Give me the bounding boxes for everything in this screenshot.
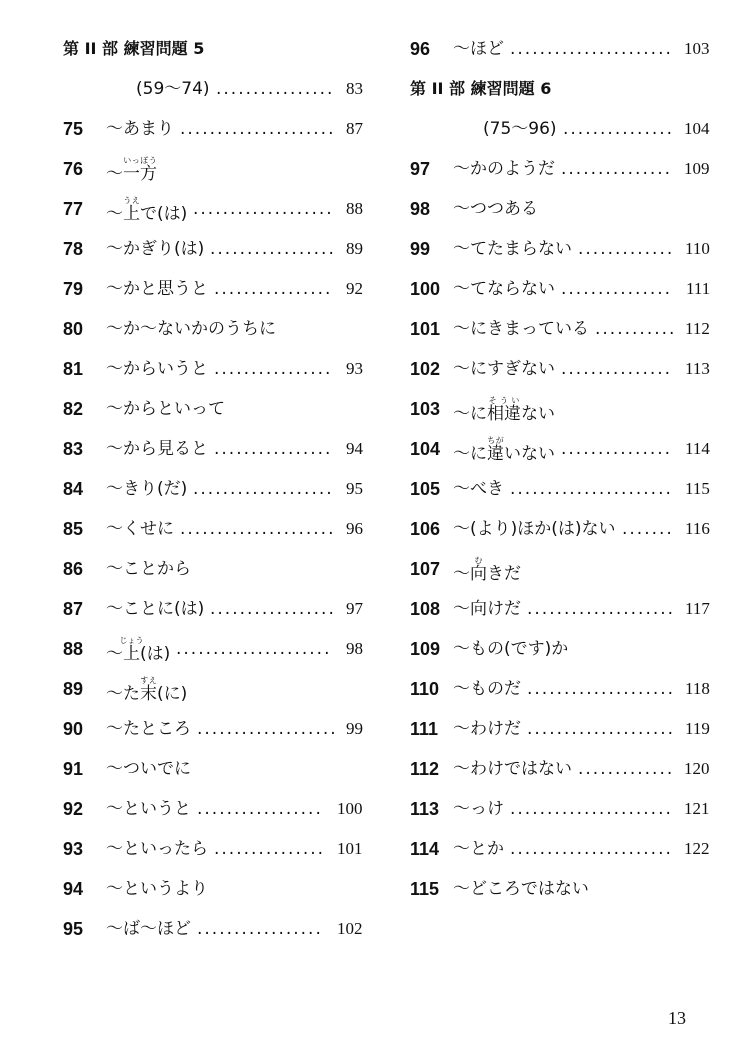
page-ref: 116 bbox=[685, 519, 710, 538]
entry-title: 第 II 部 練習問題 5 bbox=[63, 39, 205, 58]
toc-entry bbox=[63, 676, 363, 716]
entry-title: 〜にきまっている bbox=[453, 319, 589, 339]
page-ref: 112 bbox=[685, 319, 710, 338]
leader-dots: ............... bbox=[561, 159, 673, 179]
page-ref: 92 bbox=[346, 279, 363, 298]
leader-dots: ................... bbox=[193, 199, 334, 219]
toc-entry bbox=[410, 756, 710, 796]
toc-entry bbox=[63, 436, 363, 476]
entry-number: 115 bbox=[410, 879, 440, 899]
page-ref: 119 bbox=[685, 719, 710, 738]
furigana: 一方いっぽう bbox=[123, 156, 157, 184]
page-ref: 83 bbox=[346, 79, 363, 98]
entry-number: 77 bbox=[63, 199, 84, 219]
entry-number: 103 bbox=[410, 399, 441, 419]
leader-dots: ................... bbox=[197, 719, 338, 739]
entry-number: 79 bbox=[63, 279, 84, 299]
toc-right-column bbox=[410, 36, 710, 916]
page-ref: 89 bbox=[346, 239, 363, 258]
entry-title: 〜きり(だ) bbox=[106, 479, 188, 499]
entry-title: 〜つつある bbox=[453, 199, 538, 219]
leader-dots: ................ bbox=[214, 439, 333, 459]
toc-entry bbox=[63, 276, 363, 316]
toc-entry bbox=[410, 516, 710, 556]
entry-number: 99 bbox=[410, 239, 431, 259]
toc-entry bbox=[410, 396, 710, 436]
entry-title: 〜ことから bbox=[106, 559, 191, 579]
entry-number: 84 bbox=[63, 479, 84, 499]
toc-entry bbox=[63, 556, 363, 596]
entry-title: 〜というと bbox=[106, 799, 191, 819]
leader-dots: ............. bbox=[578, 239, 675, 259]
entry-title: 〜にすぎない bbox=[453, 359, 555, 379]
furigana: 上うえ bbox=[123, 196, 140, 224]
leader-dots: ..................... bbox=[180, 519, 336, 539]
leader-dots: ............... bbox=[214, 839, 326, 859]
entry-number: 89 bbox=[63, 679, 84, 699]
leader-dots: ................. bbox=[197, 919, 323, 939]
leader-dots: ............... bbox=[561, 439, 673, 459]
furigana: 末すえ bbox=[140, 676, 157, 704]
toc-entry bbox=[410, 796, 710, 836]
entry-title: 〜たところ bbox=[106, 719, 191, 739]
toc-entry bbox=[63, 596, 363, 636]
entry-title: 〜から見ると bbox=[106, 439, 208, 459]
toc-entry bbox=[410, 716, 710, 756]
leader-dots: ................. bbox=[197, 799, 323, 819]
entry-number: 102 bbox=[410, 359, 441, 379]
entry-number: 95 bbox=[63, 919, 84, 939]
entry-title: 〜向けだ bbox=[453, 599, 521, 619]
entry-number: 110 bbox=[410, 679, 440, 699]
toc-entry bbox=[410, 876, 710, 916]
entry-title: 〜もの(です)か bbox=[453, 639, 569, 659]
leader-dots: ............... bbox=[563, 119, 675, 139]
entry-title: 〜に違ちがいない bbox=[453, 436, 555, 464]
leader-dots: ............... bbox=[561, 279, 673, 299]
entry-number: 88 bbox=[63, 639, 84, 659]
entry-title: 〜わけではない bbox=[453, 759, 572, 779]
entry-number: 94 bbox=[63, 879, 84, 899]
toc-entry bbox=[63, 716, 363, 756]
leader-dots: ................. bbox=[210, 239, 336, 259]
toc-entry bbox=[410, 636, 710, 676]
toc-entry bbox=[63, 116, 363, 156]
entry-title: 〜といったら bbox=[106, 839, 208, 859]
toc-entry bbox=[410, 316, 710, 356]
entry-title: 〜一方いっぽう bbox=[106, 156, 157, 184]
leader-dots: ............. bbox=[578, 759, 675, 779]
furigana: 相違そうい bbox=[487, 396, 521, 424]
entry-title: 〜からいうと bbox=[106, 359, 208, 379]
entry-number: 75 bbox=[63, 119, 84, 139]
page-ref: 101 bbox=[337, 839, 363, 858]
leader-dots: ................ bbox=[216, 79, 335, 99]
toc-entry bbox=[63, 316, 363, 356]
toc-entry bbox=[63, 236, 363, 276]
furigana: 違ちが bbox=[487, 436, 504, 464]
leader-dots: .................... bbox=[527, 719, 676, 739]
entry-number: 109 bbox=[410, 639, 441, 659]
entry-number: 108 bbox=[410, 599, 441, 619]
entry-number: 96 bbox=[410, 39, 431, 59]
page-ref: 121 bbox=[684, 799, 710, 818]
toc-entry bbox=[410, 356, 710, 396]
entry-title: 〜あまり bbox=[106, 119, 174, 139]
page-ref: 102 bbox=[337, 919, 363, 938]
leader-dots: ................... bbox=[193, 479, 334, 499]
entry-title: 〜かと思うと bbox=[106, 279, 208, 299]
entry-title: 〜ついでに bbox=[106, 759, 191, 779]
toc-entry bbox=[63, 516, 363, 556]
page-ref: 96 bbox=[346, 519, 363, 538]
entry-number: 86 bbox=[63, 559, 84, 579]
leader-dots: ...................... bbox=[510, 479, 673, 499]
entry-number: 100 bbox=[410, 279, 441, 299]
entry-number: 106 bbox=[410, 519, 441, 539]
entry-title: (59〜74) bbox=[136, 79, 210, 99]
toc-entry bbox=[410, 36, 710, 76]
page-ref: 97 bbox=[346, 599, 363, 618]
furigana: 向む bbox=[470, 556, 487, 584]
leader-dots: ..................... bbox=[180, 119, 336, 139]
toc-entry bbox=[410, 276, 710, 316]
toc-entry bbox=[63, 836, 363, 876]
leader-dots: ................. bbox=[210, 599, 336, 619]
page-ref: 93 bbox=[346, 359, 363, 378]
toc-entry bbox=[410, 436, 710, 476]
toc-entry bbox=[410, 476, 710, 516]
toc-entry bbox=[63, 476, 363, 516]
toc-entry bbox=[63, 356, 363, 396]
entry-title: (75〜96) bbox=[483, 119, 557, 139]
toc-entry bbox=[63, 916, 363, 956]
entry-title: 〜くせに bbox=[106, 519, 174, 539]
entry-number: 85 bbox=[63, 519, 84, 539]
page-ref: 100 bbox=[337, 799, 363, 818]
entry-number: 104 bbox=[410, 439, 441, 459]
entry-number: 101 bbox=[410, 319, 441, 339]
entry-number: 87 bbox=[63, 599, 84, 619]
toc-entry bbox=[63, 876, 363, 916]
leader-dots: ................ bbox=[214, 279, 333, 299]
page-ref: 110 bbox=[685, 239, 710, 258]
entry-title: 〜ものだ bbox=[453, 679, 521, 699]
leader-dots: ....... bbox=[622, 519, 674, 539]
entry-title: 〜というより bbox=[106, 879, 208, 899]
entry-number: 91 bbox=[63, 759, 84, 779]
entry-title: 〜か〜ないかのうちに bbox=[106, 319, 276, 339]
page-ref: 98 bbox=[346, 639, 363, 658]
toc-entry bbox=[410, 556, 710, 596]
entry-title: 〜っけ bbox=[453, 799, 504, 819]
section-header bbox=[63, 36, 363, 76]
toc-entry bbox=[63, 156, 363, 196]
entry-title: 〜ことに(は) bbox=[106, 599, 205, 619]
toc-entry bbox=[410, 596, 710, 636]
entry-title: 〜とか bbox=[453, 839, 504, 859]
entry-title: 第 II 部 練習問題 6 bbox=[410, 79, 552, 98]
page-ref: 114 bbox=[685, 439, 710, 458]
entry-title: 〜からといって bbox=[106, 399, 225, 419]
entry-number: 81 bbox=[63, 359, 84, 379]
page-ref: 117 bbox=[685, 599, 710, 618]
entry-title: 〜た末すえ(に) bbox=[106, 676, 188, 704]
entry-title: 〜かのようだ bbox=[453, 159, 555, 179]
entry-title: 〜に相違そういない bbox=[453, 396, 555, 424]
leader-dots: .................... bbox=[527, 599, 676, 619]
entry-number: 105 bbox=[410, 479, 441, 499]
page-ref: 88 bbox=[346, 199, 363, 218]
entry-number: 76 bbox=[63, 159, 84, 179]
page-ref: 122 bbox=[684, 839, 710, 858]
leader-dots: ...................... bbox=[510, 39, 673, 59]
entry-number: 90 bbox=[63, 719, 84, 739]
entry-title: 〜(より)ほか(は)ない bbox=[453, 519, 616, 539]
leader-dots: .................... bbox=[527, 679, 676, 699]
entry-number: 112 bbox=[410, 759, 440, 779]
page-ref: 111 bbox=[686, 279, 711, 298]
toc-entry bbox=[410, 196, 710, 236]
toc-entry bbox=[63, 756, 363, 796]
toc-entry bbox=[63, 636, 363, 676]
entry-title: 〜ば〜ほど bbox=[106, 919, 191, 939]
entry-number: 83 bbox=[63, 439, 84, 459]
toc-entry bbox=[63, 396, 363, 436]
furigana: 上じょう bbox=[119, 636, 144, 664]
entry-title: 〜上じょう(は) bbox=[106, 636, 171, 664]
leader-dots: ............... bbox=[561, 359, 673, 379]
entry-title: 〜てたまらない bbox=[453, 239, 572, 259]
toc-entry bbox=[410, 676, 710, 716]
entry-number: 113 bbox=[410, 799, 440, 819]
page-ref: 95 bbox=[346, 479, 363, 498]
entry-title: 〜上うえで(は) bbox=[106, 196, 188, 224]
entry-number: 114 bbox=[410, 839, 440, 859]
entry-number: 82 bbox=[63, 399, 84, 419]
entry-title: 〜どころではない bbox=[453, 879, 589, 899]
entry-title: 〜かぎり(は) bbox=[106, 239, 205, 259]
entry-number: 97 bbox=[410, 159, 431, 179]
toc-entry bbox=[410, 116, 710, 156]
entry-number: 80 bbox=[63, 319, 84, 339]
page-ref: 104 bbox=[684, 119, 710, 138]
entry-number: 98 bbox=[410, 199, 431, 219]
toc-entry bbox=[63, 76, 363, 116]
page-ref: 118 bbox=[685, 679, 710, 698]
toc-entry bbox=[410, 156, 710, 196]
entry-title: 〜ほど bbox=[453, 39, 504, 59]
toc-entry bbox=[410, 836, 710, 876]
page-ref: 94 bbox=[346, 439, 363, 458]
page-ref: 113 bbox=[685, 359, 710, 378]
page-ref: 120 bbox=[684, 759, 710, 778]
page-ref: 109 bbox=[684, 159, 710, 178]
page-number: 13 bbox=[668, 1008, 686, 1028]
leader-dots: ...................... bbox=[510, 839, 673, 859]
leader-dots: ................ bbox=[214, 359, 333, 379]
page-ref: 115 bbox=[685, 479, 710, 498]
entry-title: 〜べき bbox=[453, 479, 504, 499]
leader-dots: ..................... bbox=[176, 639, 332, 659]
entry-number: 111 bbox=[410, 719, 439, 739]
toc-entry bbox=[63, 796, 363, 836]
entry-title: 〜てならない bbox=[453, 279, 555, 299]
entry-number: 92 bbox=[63, 799, 84, 819]
page-ref: 87 bbox=[346, 119, 363, 138]
toc-left-column bbox=[63, 36, 363, 956]
entry-number: 107 bbox=[410, 559, 441, 579]
page-ref: 103 bbox=[684, 39, 710, 58]
toc-entry bbox=[410, 236, 710, 276]
leader-dots: ........... bbox=[595, 319, 677, 339]
entry-title: 〜向むきだ bbox=[453, 556, 521, 584]
section-header bbox=[410, 76, 710, 116]
entry-number: 93 bbox=[63, 839, 84, 859]
leader-dots: ...................... bbox=[510, 799, 673, 819]
page-ref: 99 bbox=[346, 719, 363, 738]
entry-number: 78 bbox=[63, 239, 84, 259]
entry-title: 〜わけだ bbox=[453, 719, 521, 739]
toc-entry bbox=[63, 196, 363, 236]
